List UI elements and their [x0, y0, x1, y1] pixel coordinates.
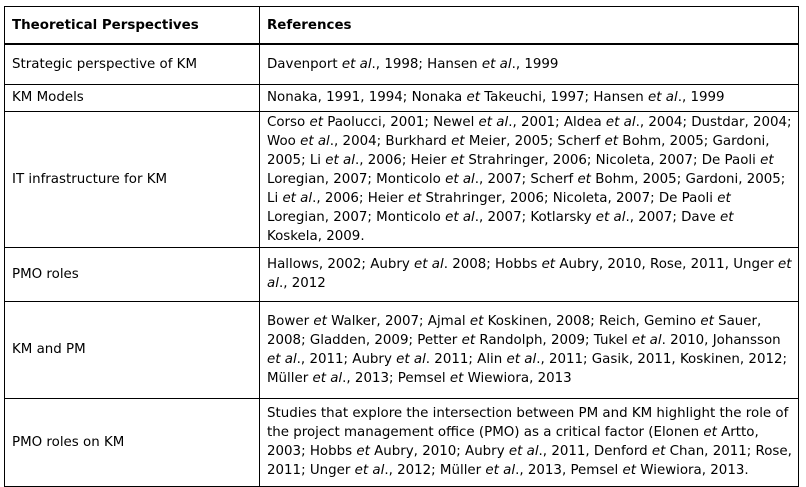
perspective-cell: IT infrastructure for KM — [5, 111, 260, 247]
references-cell — [260, 247, 799, 301]
table-row — [5, 84, 799, 111]
references-cell — [260, 111, 799, 247]
header-theoretical-perspectives: Theoretical Perspectives — [5, 7, 260, 45]
references-text: Corso et Paolucci, 2001; Newel et al., 2001; Aldea et al., 2004; Dustdar, 2004; Woo et al., 2004; Burkhard et Meier, 2005; Scherf et Bohm, 2005; Gardoni, 2005; Li et al., 2006; Heier et Strahringer, 2006; Nicoleta, 2007; De Paoli et Loregian, 2007; Monticolo et al., 2007; Scherf et Bohm, 2005; Gardoni, 2005; Li et al., 2006; Heier et Strahringer, 2006; Nicoleta, 2007; De Paoli et Loregian, 2007; Monticolo et al., 2007; Kotlarsky et al., 2007; Dave et Koskela, 2009. — [267, 114, 792, 244]
references-text: Nonaka, 1991, 1994; Nonaka et Takeuchi, 1997; Hansen et al., 1999 — [267, 90, 725, 105]
perspective-cell: PMO roles on KM — [5, 398, 260, 486]
table-row — [5, 111, 799, 247]
table-row — [5, 301, 799, 398]
references-text: Davenport et al., 1998; Hansen et al., 1999 — [267, 56, 559, 72]
references-text: Hallows, 2002; Aubry et al. 2008; Hobbs et Aubry, 2010, Rose, 2011, Unger et al., 2012 — [267, 257, 792, 291]
perspective-cell: KM and PM — [5, 301, 260, 398]
perspective-cell: KM Models — [5, 84, 260, 111]
table-row — [5, 398, 799, 486]
references-cell — [260, 301, 799, 398]
header-references: References — [260, 7, 799, 45]
perspective-cell: PMO roles — [5, 247, 260, 301]
references-cell — [260, 44, 799, 84]
references-table — [4, 6, 799, 487]
table-row — [5, 247, 799, 301]
header-row — [5, 7, 799, 45]
references-text: Studies that explore the intersection between PM and KM highlight the role of the project management office (PMO) as a critical factor (Elonen et Artto, 2003; Hobbs et Aubry, 2010; Aubry et al., 2011, Denford et Chan, 2011; Rose, 2011; Unger et al., 2012; Müller et al., 2013, Pemsel et Wiewiora, 2013. — [267, 406, 792, 478]
references-text: Bower et Walker, 2007; Ajmal et Koskinen, 2008; Reich, Gemino et Sauer, 2008; Gladden, 2009; Petter et Randolph, 2009; Tukel et al. 2010, Johansson et al., 2011; Aubry et al. 2011; Alin et al., 2011; Gasik, 2011, Koskinen, 2012; Müller et al., 2013; Pemsel et Wiewiora, 2013 — [267, 313, 788, 386]
perspective-cell: Strategic perspective of KM — [5, 44, 260, 84]
references-cell — [260, 84, 799, 111]
table-row — [5, 44, 799, 84]
references-cell — [260, 398, 799, 486]
